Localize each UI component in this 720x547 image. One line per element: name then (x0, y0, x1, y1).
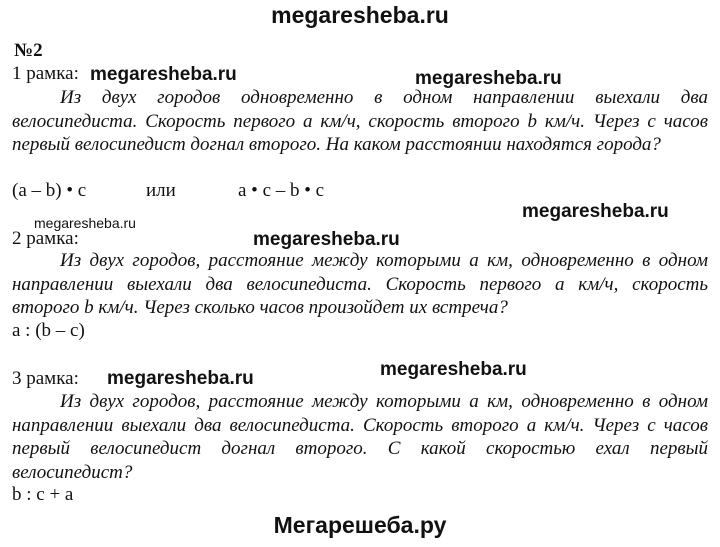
frame-1-formula-a: (a – b) • c (12, 180, 87, 201)
frame-3-label: 3 рамка: (12, 368, 79, 389)
frame-1-label: 1 рамка: (12, 63, 79, 84)
frame-2-label: 2 рамка: (12, 228, 79, 249)
frame-1-formula-b: a • c – b • c (238, 180, 325, 201)
watermark-inline: megaresheba.ru (415, 68, 562, 89)
watermark-small: megaresheba.ru (34, 215, 136, 231)
site-watermark-top: megaresheba.ru (271, 2, 449, 28)
site-watermark-bottom: Мегарешеба.ру (273, 512, 447, 538)
task-number: №2 (14, 40, 43, 61)
frame-1-problem-text: Из двух городов одновременно в одном направлении выехали два велосипедиста. Скорость первого a км/ч, скорость второго b км/ч. Через c часов первый велосипедист догнал второго. На каком расстоянии находятся города? (12, 87, 708, 155)
frame-3-problem-text: Из двух городов, расстояние между которыми a км, одновременно в одном направлении выехали два велосипедиста. Скорость второго a км/ч. Через c часов первый велосипедист догнал второго. С какой скоростью ехал первый велосипедист? (12, 391, 708, 483)
watermark-inline: megaresheba.ru (522, 201, 669, 222)
watermark-inline: megaresheba.ru (90, 64, 237, 85)
watermark-inline: megaresheba.ru (253, 229, 400, 250)
watermark-inline: megaresheba.ru (380, 359, 527, 380)
frame-2-formula: a : (b – c) (12, 320, 85, 341)
watermark-inline: megaresheba.ru (107, 368, 254, 389)
frame-2-problem-text: Из двух городов, расстояние между которыми a км, одновременно в одном направлении выехали два велосипедиста. Скорость первого a км/ч, скорость второго b км/ч. Через сколько часов произойдет их встреча? (12, 250, 708, 318)
frame-1-or: или (146, 180, 176, 201)
frame-3-formula: b : c + a (12, 484, 74, 505)
